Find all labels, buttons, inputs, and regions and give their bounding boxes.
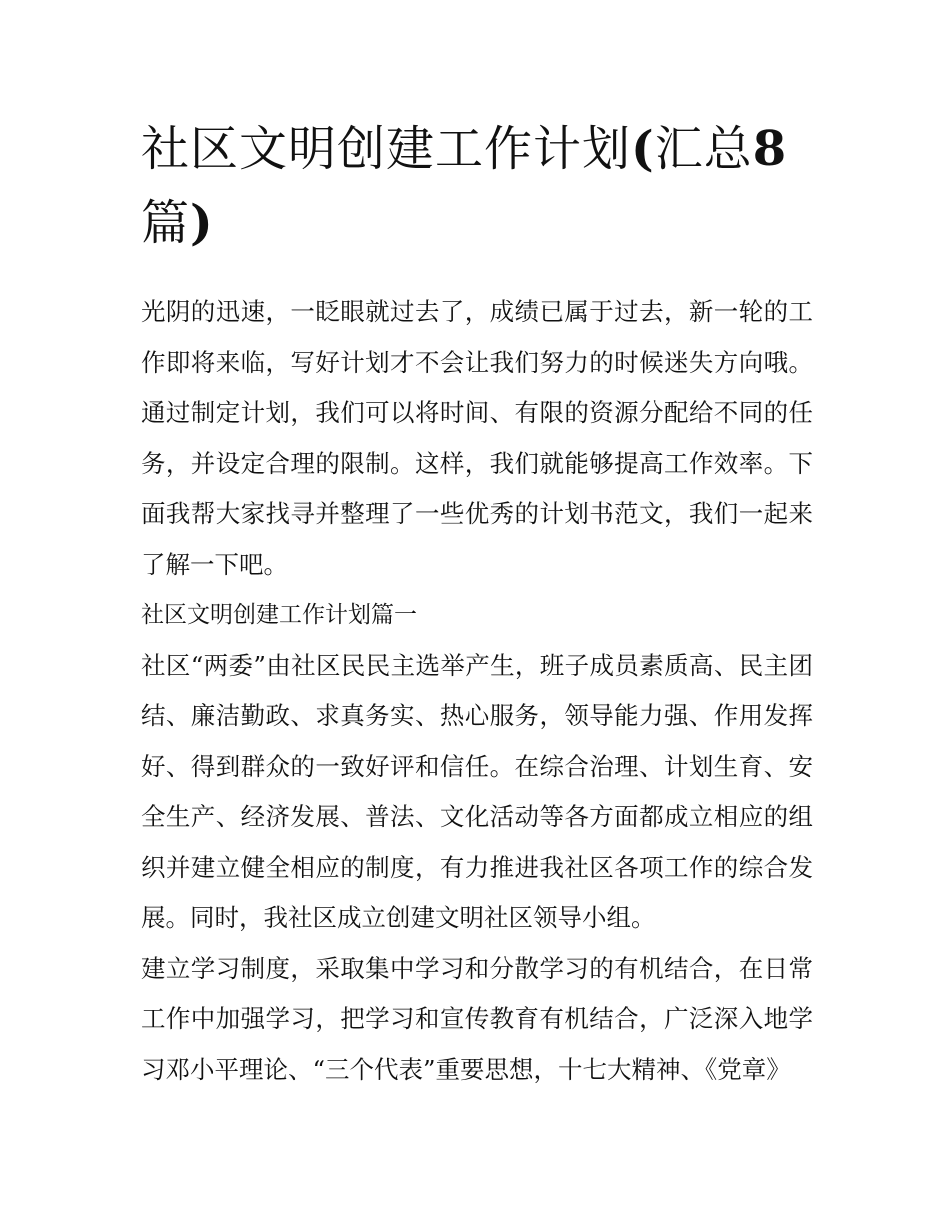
body-paragraph: 建立学习制度，采取集中学习和分散学习的有机结合，在日常工作中加强学习，把学习和宣传教育有机结合，广泛深入地学习邓小平理论、“三个代表”重要思想，十七大精神、《党章》: [141, 953, 813, 1084]
document-title: 社区文明创建工作计划(汇总8篇): [141, 121, 788, 251]
body-paragraph: 社区“两委”由社区民民主选举产生，班子成员素质高、民主团结、廉洁勤政、求真务实、热心服务，领导能力强、作用发挥好、得到群众的一致好评和信任。在综合治理、计划生育、安全生产、经济发展、普法、文化活动等各方面都成立相应的组织并建立健全相应的制度，有力推进我社区各项工作的综合发展。同时，我社区成立创建文明社区领导小组。: [141, 650, 813, 932]
document-page: [141, 112, 813, 1095]
document-body: [141, 287, 813, 1095]
intro-paragraph: 光阴的迅速，一眨眼就过去了，成绩已属于过去，新一轮的工作即将来临，写好计划才不会让我们努力的时候迷失方向哦。通过制定计划，我们可以将时间、有限的资源分配给不同的任务，并设定合理的限制。这样，我们就能够提高工作效率。下面我帮大家找寻并整理了一些优秀的计划书范文，我们一起来了解一下吧。: [141, 297, 813, 579]
section-heading: 社区文明创建工作计划篇一: [141, 602, 417, 628]
